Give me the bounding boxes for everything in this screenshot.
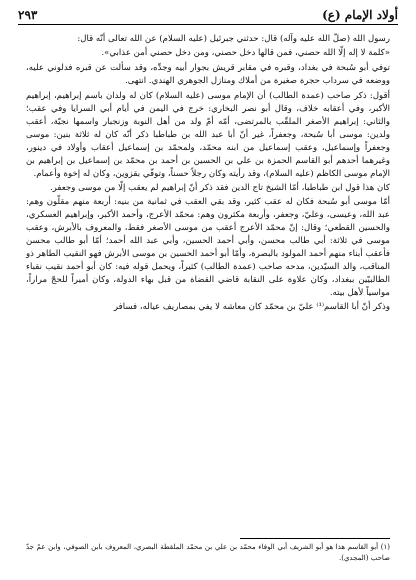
footnote: (١) أبو القاسم هذا هو أبو الشريف أبي الوفاء محمّد بن علي بن محمّد الملقطة البصري، المعروف بابن الصوفي، وابن عمّ جدّ صاحب (المجدي). [26, 543, 390, 562]
paragraph: أمّا موسى أبو سُبحة فكان له عقب كثير، وقد بقي العقب في ثمانية من بنيه: أربعة منهم مقلّون وهم: عبد الله، وعيسى، وعليّ، وجعفر، وأربعة مكثرون وهم: محمّد الأعرج، وأحمد الأكبر، وإبراهيم العسكري، والحسين القطعي؛ وقال: إنّ محمّد الأعرج أعقب من موسى الأصغر فقط، والمعروف بالأبرش، وعقب موسى في ثلاثة: أبي طالب محسن، وأبي أحمد الحسين، وأبي عبد الله أحمد؛ أمّا أبو طالب محسن فأعقب أبناء منهم أحمد المولود بالبصرة، وأمّا أبو أحمد الحسين بن موسى الأبرش فهو النقيب الطاهر ذو المناقب، والد السيّدين، مدحه صاحب (عمدة الطالب) كثيراً، ويحمل قوله فيه: كان أبو أحمد نقيب نقباء الطالبيّين ببغداد، وكان علاوة على النقابة قاضي القضاة من قبل بهاء الدولة، وكان أميراً للحجّ مراراً، مواسياً لأهل بيته. [26, 197, 390, 298]
running-title: أولاد الإمام (ع) [322, 8, 398, 22]
paragraph: رسول الله (صلّ الله عليه وآله) قال: حدثني جبرئيل (عليه السلام) عن الله تعالى أنّه قال: [77, 34, 390, 44]
paragraph: توفي أبو سُبحة في بغداد، وقبره في مقابر قريش بجوار أبيه وجدِّه، وقد سألت عن قبره فدلوني عليه، ووضعه في سرداب حجرة صغيرة من أملاك ومنازل الجوهري الهندي. انتهى. [26, 63, 390, 86]
paragraph: أقول: ذكر صاحب (عمدة الطالب) أن الإمام موسى (عليه السلام) كان له ولدان باسم إبراهيم، إبراهيم الأكبر، وفي أعقابه خلاف، وقال أبو نصر البخاري: خرج في اليمن في أيام أبي السرايا وفي عقب؛ والثاني: إبراهيم الأصغر الملقّب بالمرتضى، أمّه أمّ ولد من أهل النوبة وزنجبار واسمها نجيّة، أعقب ولدين: موسى أبا سُبحة، وجعفراً، غير أنّ أبا عبد الله بن طباطبا ذكر أنّه كان له ثلاثة بنين: موسى وجعفراً وإسماعيل، وعقب إسماعيل من ابنه محمّد، ولمحمّد بن إسماعيل أعقاب وأولاد في دينور، وغيرهما أحدهم أبو القاسم الحمزة بن علي بن الحسين بن أحمد بن محمّد بن إسماعيل بن إبراهيم بن الإمام موسى الكاظم (عليه السلام)، وقد رأيته وكان رجلاً حسناً، وتوفّي بقزوين، وكان له إخوة وأعمام. [26, 91, 390, 179]
main-text [26, 33, 390, 315]
paragraph: وذكر أنّ أبا القاسم⁽¹⁾ عليّ بن محمّد كان معاشه لا يفي بمصاريف عياله، فسافر [113, 302, 390, 312]
paragraph: «كلمة لا إله إلّا الله حصني، فمن قالها دخل حصني، ومن دخل حصني أمن عذابي». [101, 48, 390, 58]
footnote-divider [240, 538, 390, 539]
paragraph: كان هذا قول ابن طباطبا، أمّا الشيخ تاج الدين فقد ذكر أنّ إبراهيم لم يعقب إلّا من موسى وجعفر. [49, 183, 390, 193]
page-number: ٢٩٣ [18, 8, 38, 22]
page-header [18, 6, 398, 25]
